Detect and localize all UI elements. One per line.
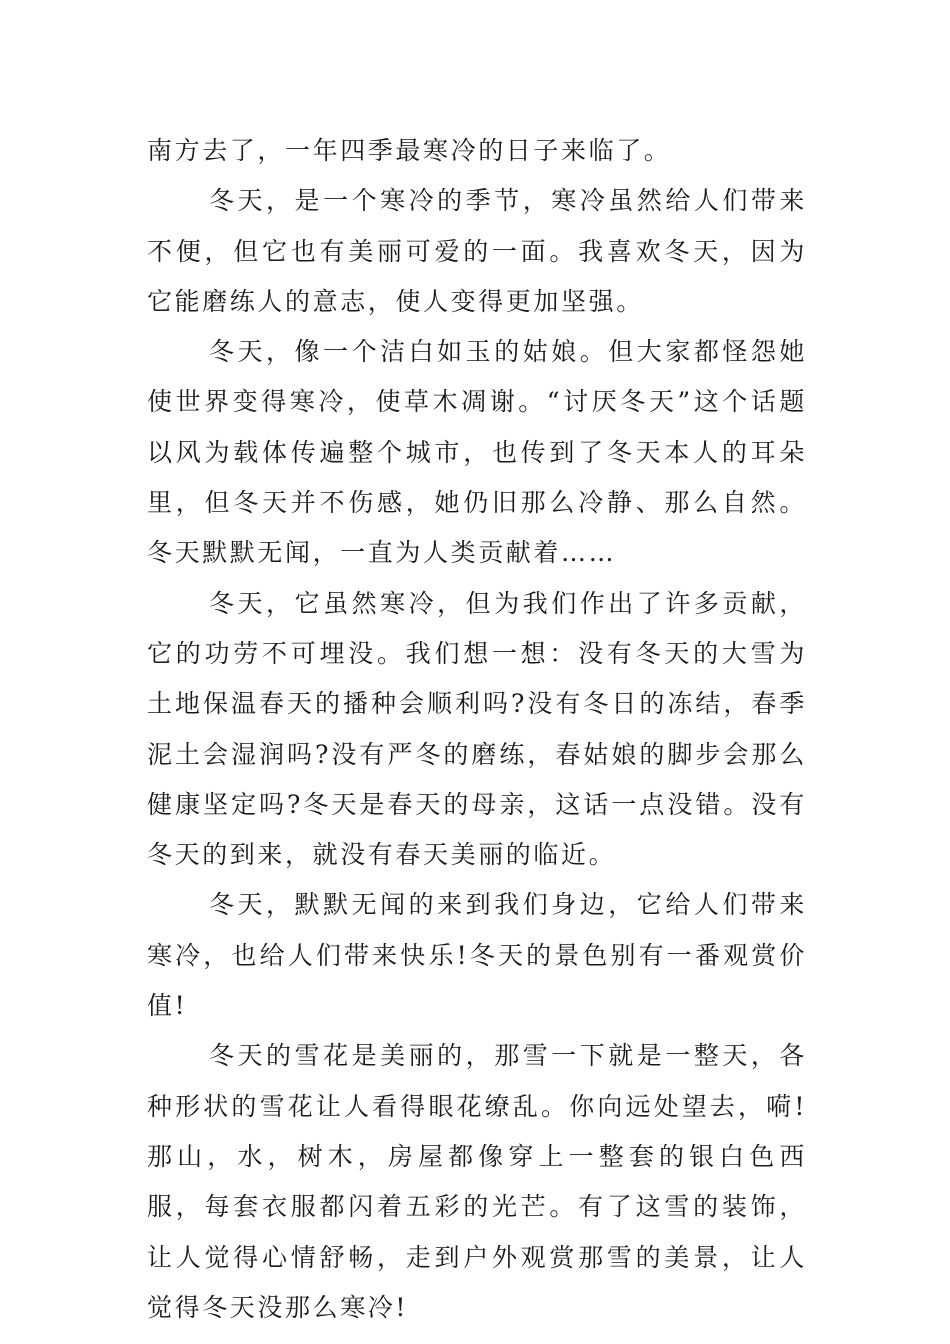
paragraph: 冬天，默默无闻的来到我们身边，它给人们带来寒冷，也给人们带来快乐!冬天的景色别有一番观赏价值! — [147, 890, 807, 1021]
paragraph-continuation: 南方去了，一年四季最寒冷的日子来临了。 — [147, 136, 672, 165]
paragraph: 冬天，它虽然寒冷，但为我们作出了许多贡献，它的功劳不可埋没。我们想一想：没有冬天的大雪为土地保温春天的播种会顺利吗?没有冬日的冻结，春季泥土会湿润吗?没有严冬的磨练，春姑娘的脚步会那么健康坚定吗?冬天是春天的母亲，这话一点没错。没有冬天的到来，就没有春天美丽的临近。 — [147, 588, 807, 870]
paragraph: 冬天，是一个寒冷的季节，寒冷虽然给人们带来不便，但它也有美丽可爱的一面。我喜欢冬天，因为它能磨练人的意志，使人变得更加坚强。 — [147, 186, 807, 316]
paragraph: 冬天的雪花是美丽的，那雪一下就是一整天，各种形状的雪花让人看得眼花缭乱。你向远处望去，嗬!那山，水，树木，房屋都像穿上一整套的银白色西服，每套衣服都闪着五彩的光芒。有了这雪的装饰，让人觉得心情舒畅，走到户外观赏那雪的美景，让人觉得冬天没那么寒冷! — [147, 1041, 807, 1322]
paragraph: 冬天，像一个洁白如玉的姑娘。但大家都怪怨她使世界变得寒冷，使草木凋谢。“讨厌冬天”这个话题以风为载体传遍整个城市，也传到了冬天本人的耳朵里，但冬天并不伤感，她仍旧那么冷静、那么自然。冬天默默无闻，一直为人类贡献着…… — [147, 337, 807, 568]
body-text — [147, 126, 807, 1333]
